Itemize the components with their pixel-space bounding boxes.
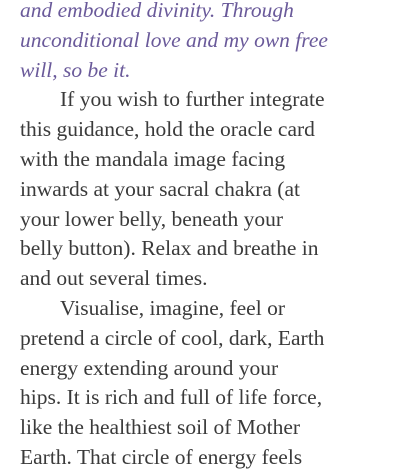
paragraph-line: and out several times.: [20, 266, 208, 291]
paragraph-line: inwards at your sacral chakra (at: [20, 176, 300, 201]
prayer-line: will, so be it.: [20, 57, 131, 82]
visualisation-paragraph: [20, 294, 392, 473]
book-page: [20, 0, 392, 473]
paragraph-line: pretend a circle of cool, dark, Earth: [20, 325, 325, 350]
prayer-line: and embodied divinity. Through: [20, 0, 294, 22]
prayer-passage: [20, 0, 392, 85]
paragraph-line: Visualise, imagine, feel or: [60, 295, 285, 320]
paragraph-line: If you wish to further integrate: [60, 87, 325, 112]
paragraph-line: Earth. That circle of energy feels: [20, 444, 303, 469]
paragraph-line: energy extending around your: [20, 355, 279, 380]
integration-paragraph: [20, 85, 392, 294]
paragraph-line: like the healthiest soil of Mother: [20, 415, 301, 440]
paragraph-line: belly button). Relax and breathe in: [20, 236, 319, 261]
prayer-line: unconditional love and my own free: [20, 27, 328, 52]
paragraph-line: this guidance, hold the oracle card: [20, 117, 315, 142]
paragraph-line: hips. It is rich and full of life force,: [20, 385, 323, 410]
paragraph-line: with the mandala image facing: [20, 146, 286, 171]
paragraph-line: your lower belly, beneath your: [20, 206, 284, 231]
